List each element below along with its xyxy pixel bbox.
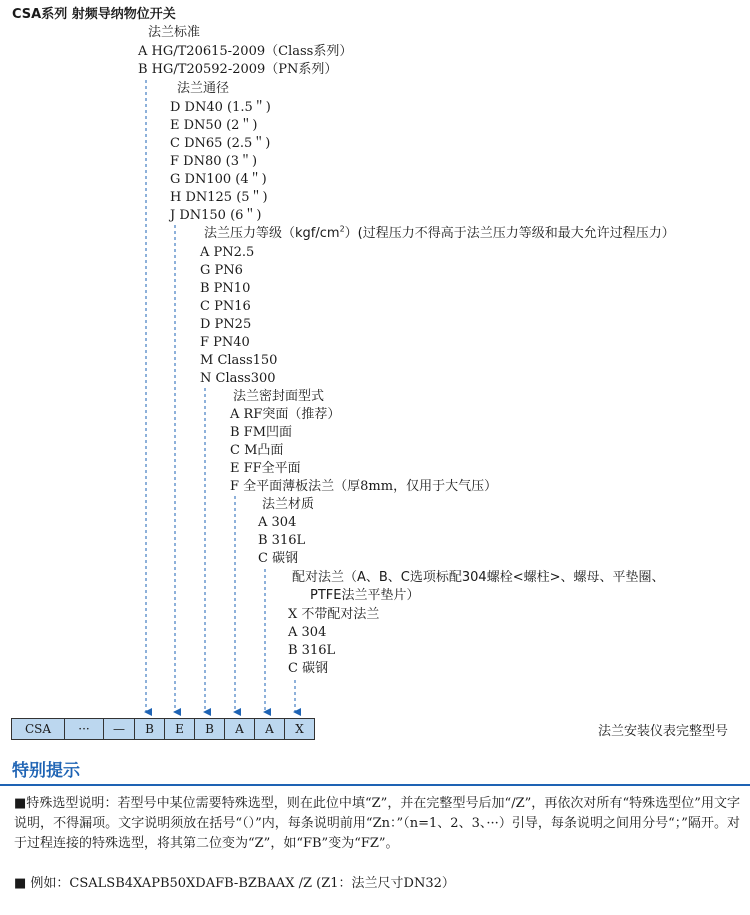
pressure-option: F PN40 (200, 335, 250, 350)
model-cell: B (135, 718, 165, 740)
pressure-option: N Class300 (200, 371, 276, 386)
diameter-option: G DN100 (4＂) (170, 172, 267, 187)
mating-option: X 不带配对法兰 (288, 607, 380, 622)
pressure-option: G PN6 (200, 263, 243, 278)
mating-option: C 碳钢 (288, 661, 329, 676)
standard-option: B HG/T20592-2009（PN系列） (138, 62, 338, 77)
seal-heading: 法兰密封面型式 (233, 389, 325, 404)
diameter-option: F DN80 (3＂) (170, 154, 258, 169)
model-cell: ··· (65, 718, 104, 740)
special-heading: 特别提示 (12, 761, 80, 781)
seal-option: C M凸面 (230, 443, 284, 458)
diameter-option: C DN65 (2.5＂) (170, 136, 271, 151)
model-cell: — (104, 718, 135, 740)
model-cell: X (285, 718, 315, 740)
diameter-option: D DN40 (1.5＂) (170, 100, 271, 115)
seal-option: F 全平面薄板法兰（厚8mm，仅用于大气压） (230, 479, 498, 494)
diameter-option: H DN125 (5＂) (170, 190, 268, 205)
pressure-option: C PN16 (200, 299, 251, 314)
model-caption: 法兰安装仪表完整型号 (598, 724, 729, 739)
material-option: A 304 (258, 515, 297, 530)
diameter-heading: 法兰通径 (177, 81, 230, 96)
model-cell: CSA (11, 718, 65, 740)
diameter-option: J DN150 (6＂) (170, 208, 262, 223)
model-cell: E (165, 718, 195, 740)
material-option: C 碳钢 (258, 551, 299, 566)
material-option: B 316L (258, 533, 306, 548)
standard-heading: 法兰标准 (148, 25, 201, 40)
mating-heading: 配对法兰（A、B、C选项标配304螺栓<螺柱>、螺母、平垫圈、 (292, 570, 665, 585)
seal-option: E FF全平面 (230, 461, 301, 476)
model-cell: A (255, 718, 285, 740)
pressure-option: B PN10 (200, 281, 251, 296)
seal-option: A RF突面（推荐） (230, 407, 341, 422)
seal-option: B FM凹面 (230, 425, 293, 440)
heading-divider (0, 784, 750, 786)
diameter-option: E DN50 (2＂) (170, 118, 258, 133)
standard-option: A HG/T20615-2009（Class系列） (138, 44, 353, 59)
mating-option: B 316L (288, 643, 336, 658)
mating-option: A 304 (288, 625, 327, 640)
model-code-row (11, 718, 315, 740)
pressure-option: D PN25 (200, 317, 252, 332)
mating-heading-continued: PTFE法兰平垫片） (310, 588, 420, 603)
special-note-paragraph: ■特殊选型说明：若型号中某位需要特殊选型，则在此位中填“Z”，并在完整型号后加“/Z”，再依次对所有“特殊选型位”用文字说明，不得漏项。文字说明须放在括号“（）”内，每条说明前用“Zn：”（n=1、2、3、···）引导，每条说明之间用分号“；”隔开。对于过程连接的特殊选型，将其第二位变为“Z”，如“FB”变为“FZ”。 (14, 796, 740, 851)
pressure-option: A PN2.5 (200, 245, 255, 260)
model-cell: A (225, 718, 255, 740)
model-cell: B (195, 718, 225, 740)
special-example: ■ 例如：CSALSB4XAPB50XDAFB-BZBAAX /Z (Z1：法兰尺寸DN32） (14, 876, 455, 891)
pressure-option: M Class150 (200, 353, 278, 368)
page-title: CSA系列 射频导纳物位开关 (12, 7, 176, 22)
pressure-heading: 法兰压力等级$(kgf/cm^2)$(过程压力不得高于法兰压力等级和最大允许过程压力） (204, 224, 675, 241)
material-heading: 法兰材质 (262, 497, 315, 512)
